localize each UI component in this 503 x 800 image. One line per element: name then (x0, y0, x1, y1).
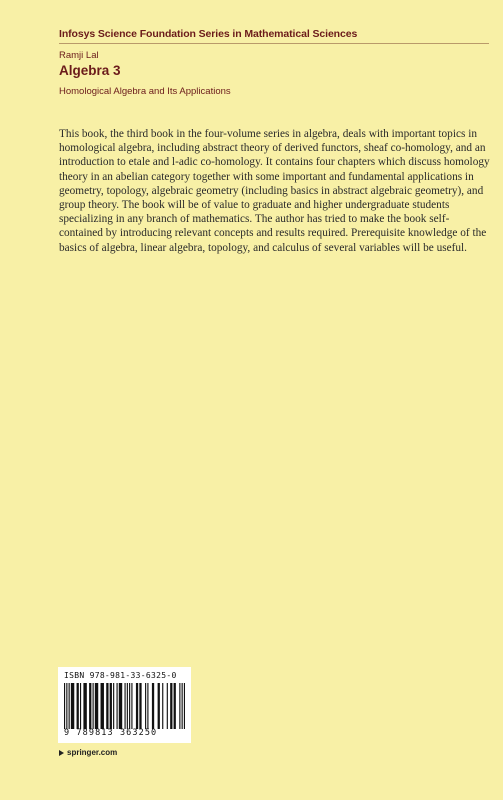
barcode-bar (136, 683, 138, 729)
barcode-bar (77, 683, 79, 729)
book-description: This book, the third book in the four-volume series in algebra, deals with important topics in homological algebra, including abstract theory of derived functors, sheaf co-homology, and an introduction to etale and l-adic co-homology. It contains four chapters which discuss homology theory in an abelian category together with some important and fundamental applications in geometry, topology, algebraic geometry (including basics in abstract algebraic geometry), and group theory. The book will be of value to graduate and higher undergraduate students specializing in any branch of mathematics. The author has tried to make the book self-contained by introducing relevant concepts and results required. Prerequisite knowledge of the basics of algebra, linear algebra, topology, and calculus of several variables will be useful. (59, 128, 490, 254)
barcode-bar (110, 683, 112, 729)
barcode-bar (127, 683, 128, 729)
series-title: Infosys Science Foundation Series in Mathematical Sciences (59, 28, 358, 40)
barcode-bar (83, 683, 86, 729)
barcode-bar (167, 683, 168, 729)
barcode-bar (117, 683, 118, 729)
isbn-label: ISBN 978-981-33-6325-0 (64, 671, 177, 680)
barcode-bar (170, 683, 172, 729)
publisher-link[interactable] (59, 748, 117, 757)
barcode-bar (66, 683, 67, 729)
divider (59, 43, 489, 44)
barcode-bar (184, 683, 185, 729)
barcode-bar (158, 683, 160, 729)
barcode-bar (131, 683, 132, 729)
arrow-icon (59, 750, 64, 756)
book-subtitle: Homological Algebra and Its Applications (59, 86, 231, 97)
barcode-bar (93, 683, 94, 729)
barcode-bar (125, 683, 126, 729)
barcode-bar (145, 683, 146, 729)
barcode-bar (69, 683, 70, 729)
barcode-bar (64, 683, 65, 729)
barcode-bar (89, 683, 91, 729)
barcode-bars (64, 683, 185, 729)
barcode-bar (129, 683, 130, 729)
barcode-digits: 9 789813 363250 (64, 728, 158, 738)
book-title: Algebra 3 (59, 63, 121, 78)
barcode-bar (152, 683, 154, 729)
barcode-bar (182, 683, 183, 729)
barcode-bar (106, 683, 108, 729)
barcode-bar (95, 683, 98, 729)
barcode-bar (101, 683, 104, 729)
isbn-barcode (58, 667, 191, 743)
barcode-bar (119, 683, 122, 729)
barcode-bar (179, 683, 180, 729)
author-name: Ramji Lal (59, 50, 99, 61)
barcode-bar (71, 683, 74, 729)
barcode-bar (113, 683, 114, 729)
barcode-bar (162, 683, 163, 729)
barcode-bar (139, 683, 141, 729)
barcode-bar (147, 683, 148, 729)
publisher-url: springer.com (67, 748, 118, 757)
barcode-bar (174, 683, 176, 729)
barcode-bar (80, 683, 81, 729)
